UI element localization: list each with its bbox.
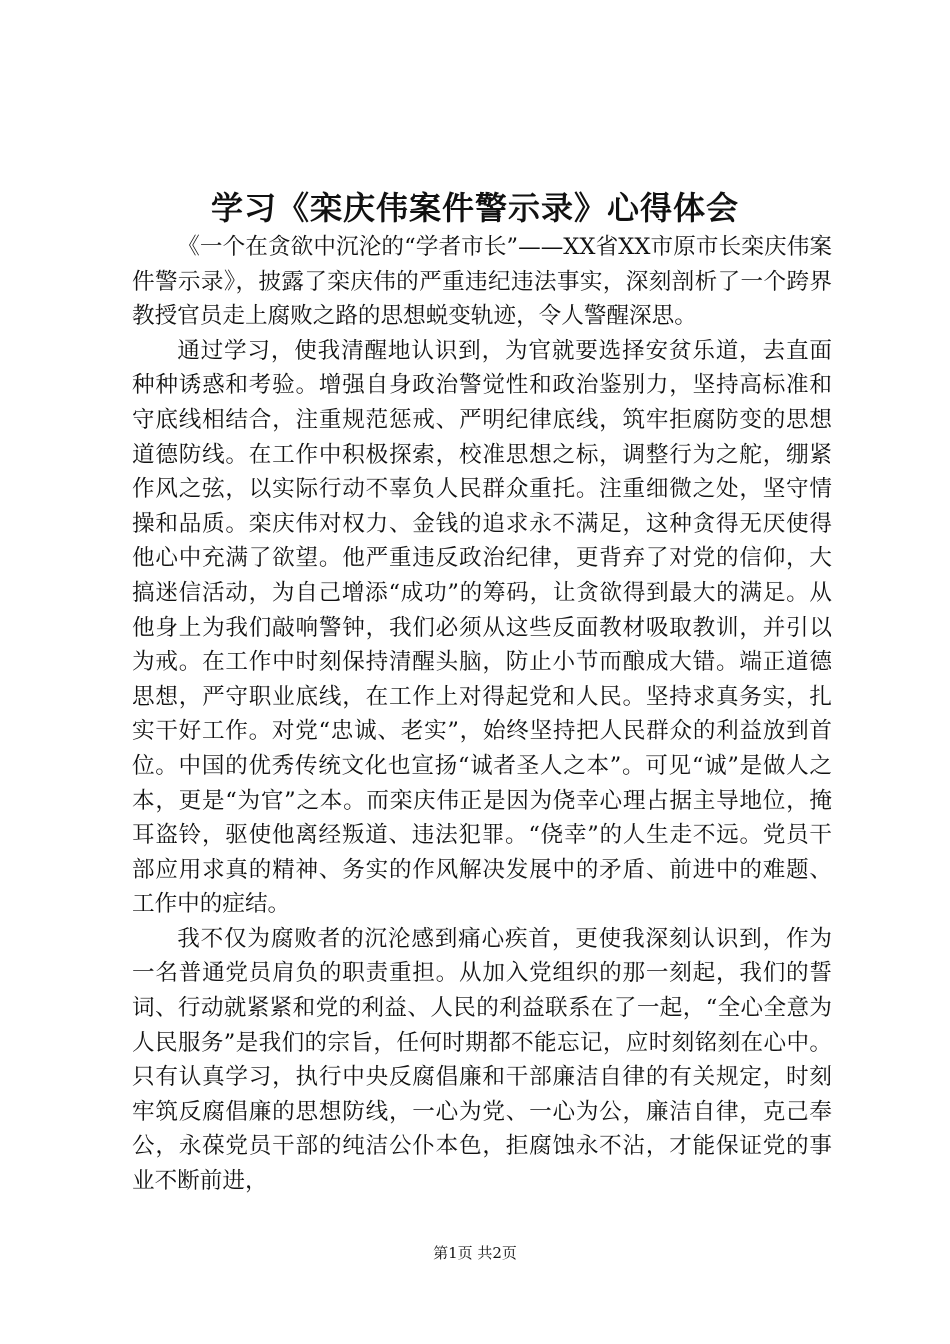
paragraph-3: 我不仅为腐败者的沉沦感到痛心疾首，更使我深刻认识到，作为一名普通党员肩负的职责重担。从加入党组织的那一刻起，我们的誓词、行动就紧紧和党的利益、人民的利益联系在了一起，“全心全意为人民服务”是我们的宗旨，任何时期都不能忘记，应时刻铭刻在心中。只有认真学习，执行中央反腐倡廉和干部廉洁自律的有关规定，时刻牢筑反腐倡廉的思想防线，一心为党、一心为公，廉洁自律，克己奉公，永葆党员干部的纯洁公仆本色，拒腐蚀永不沾，才能保证党的事业不断前进， (132, 925, 832, 1195)
page-footer: 第1页 共2页 (433, 1244, 517, 1262)
paragraph-2: 通过学习，使我清醒地认识到，为官就要选择安贫乐道，去直面种种诱惑和考验。增强自身政治警觉性和政治鉴别力，坚持高标准和守底线相结合，注重规范惩戒、严明纪律底线，筑牢拒腐防变的思想道德防线。在工作中积极探索，校准思想之标，调整行为之舵，绷紧作风之弦，以实际行动不辜负人民群众重托。注重细微之处，坚守情操和品质。栾庆伟对权力、金钱的追求永不满足，这种贪得无厌使得他心中充满了欲望。他严重违反政治纪律，更背弃了对党的信仰，大搞迷信活动，为自己增添“成功”的筹码，让贪欲得到最大的满足。从他身上为我们敲响警钟，我们必须从这些反面教材吸取教训，并引以为戒。在工作中时刻保持清醒头脑，防止小节而酿成大错。端正道德思想，严守职业底线，在工作上对得起党和人民。坚持求真务实，扎实干好工作。对党“忠诚、老实”，始终坚持把人民群众的利益放到首位。中国的优秀传统文化也宣扬“诚者圣人之本”。可见“诚”是做人之本，更是“为官”之本。而栾庆伟正是因为侥幸心理占据主导地位，掩耳盗铃，驱使他离经叛道、违法犯罪。“侥幸”的人生走不远。党员干部应用求真的精神、务实的作风解决发展中的矛盾、前进中的难题、工作中的症结。 (132, 337, 832, 918)
document-title: 学习《栾庆伟案件警示录》心得体会 (210, 189, 739, 227)
paragraph-1: 《一个在贪欲中沉沦的“学者市长”——XX省XX市原市长栾庆伟案件警示录》，披露了栾庆伟的严重违纪违法事实，深刻剖析了一个跨界教授官员走上腐败之路的思想蜕变轨迹，令人警醒深思。 (132, 234, 832, 330)
document-body (132, 230, 832, 1199)
